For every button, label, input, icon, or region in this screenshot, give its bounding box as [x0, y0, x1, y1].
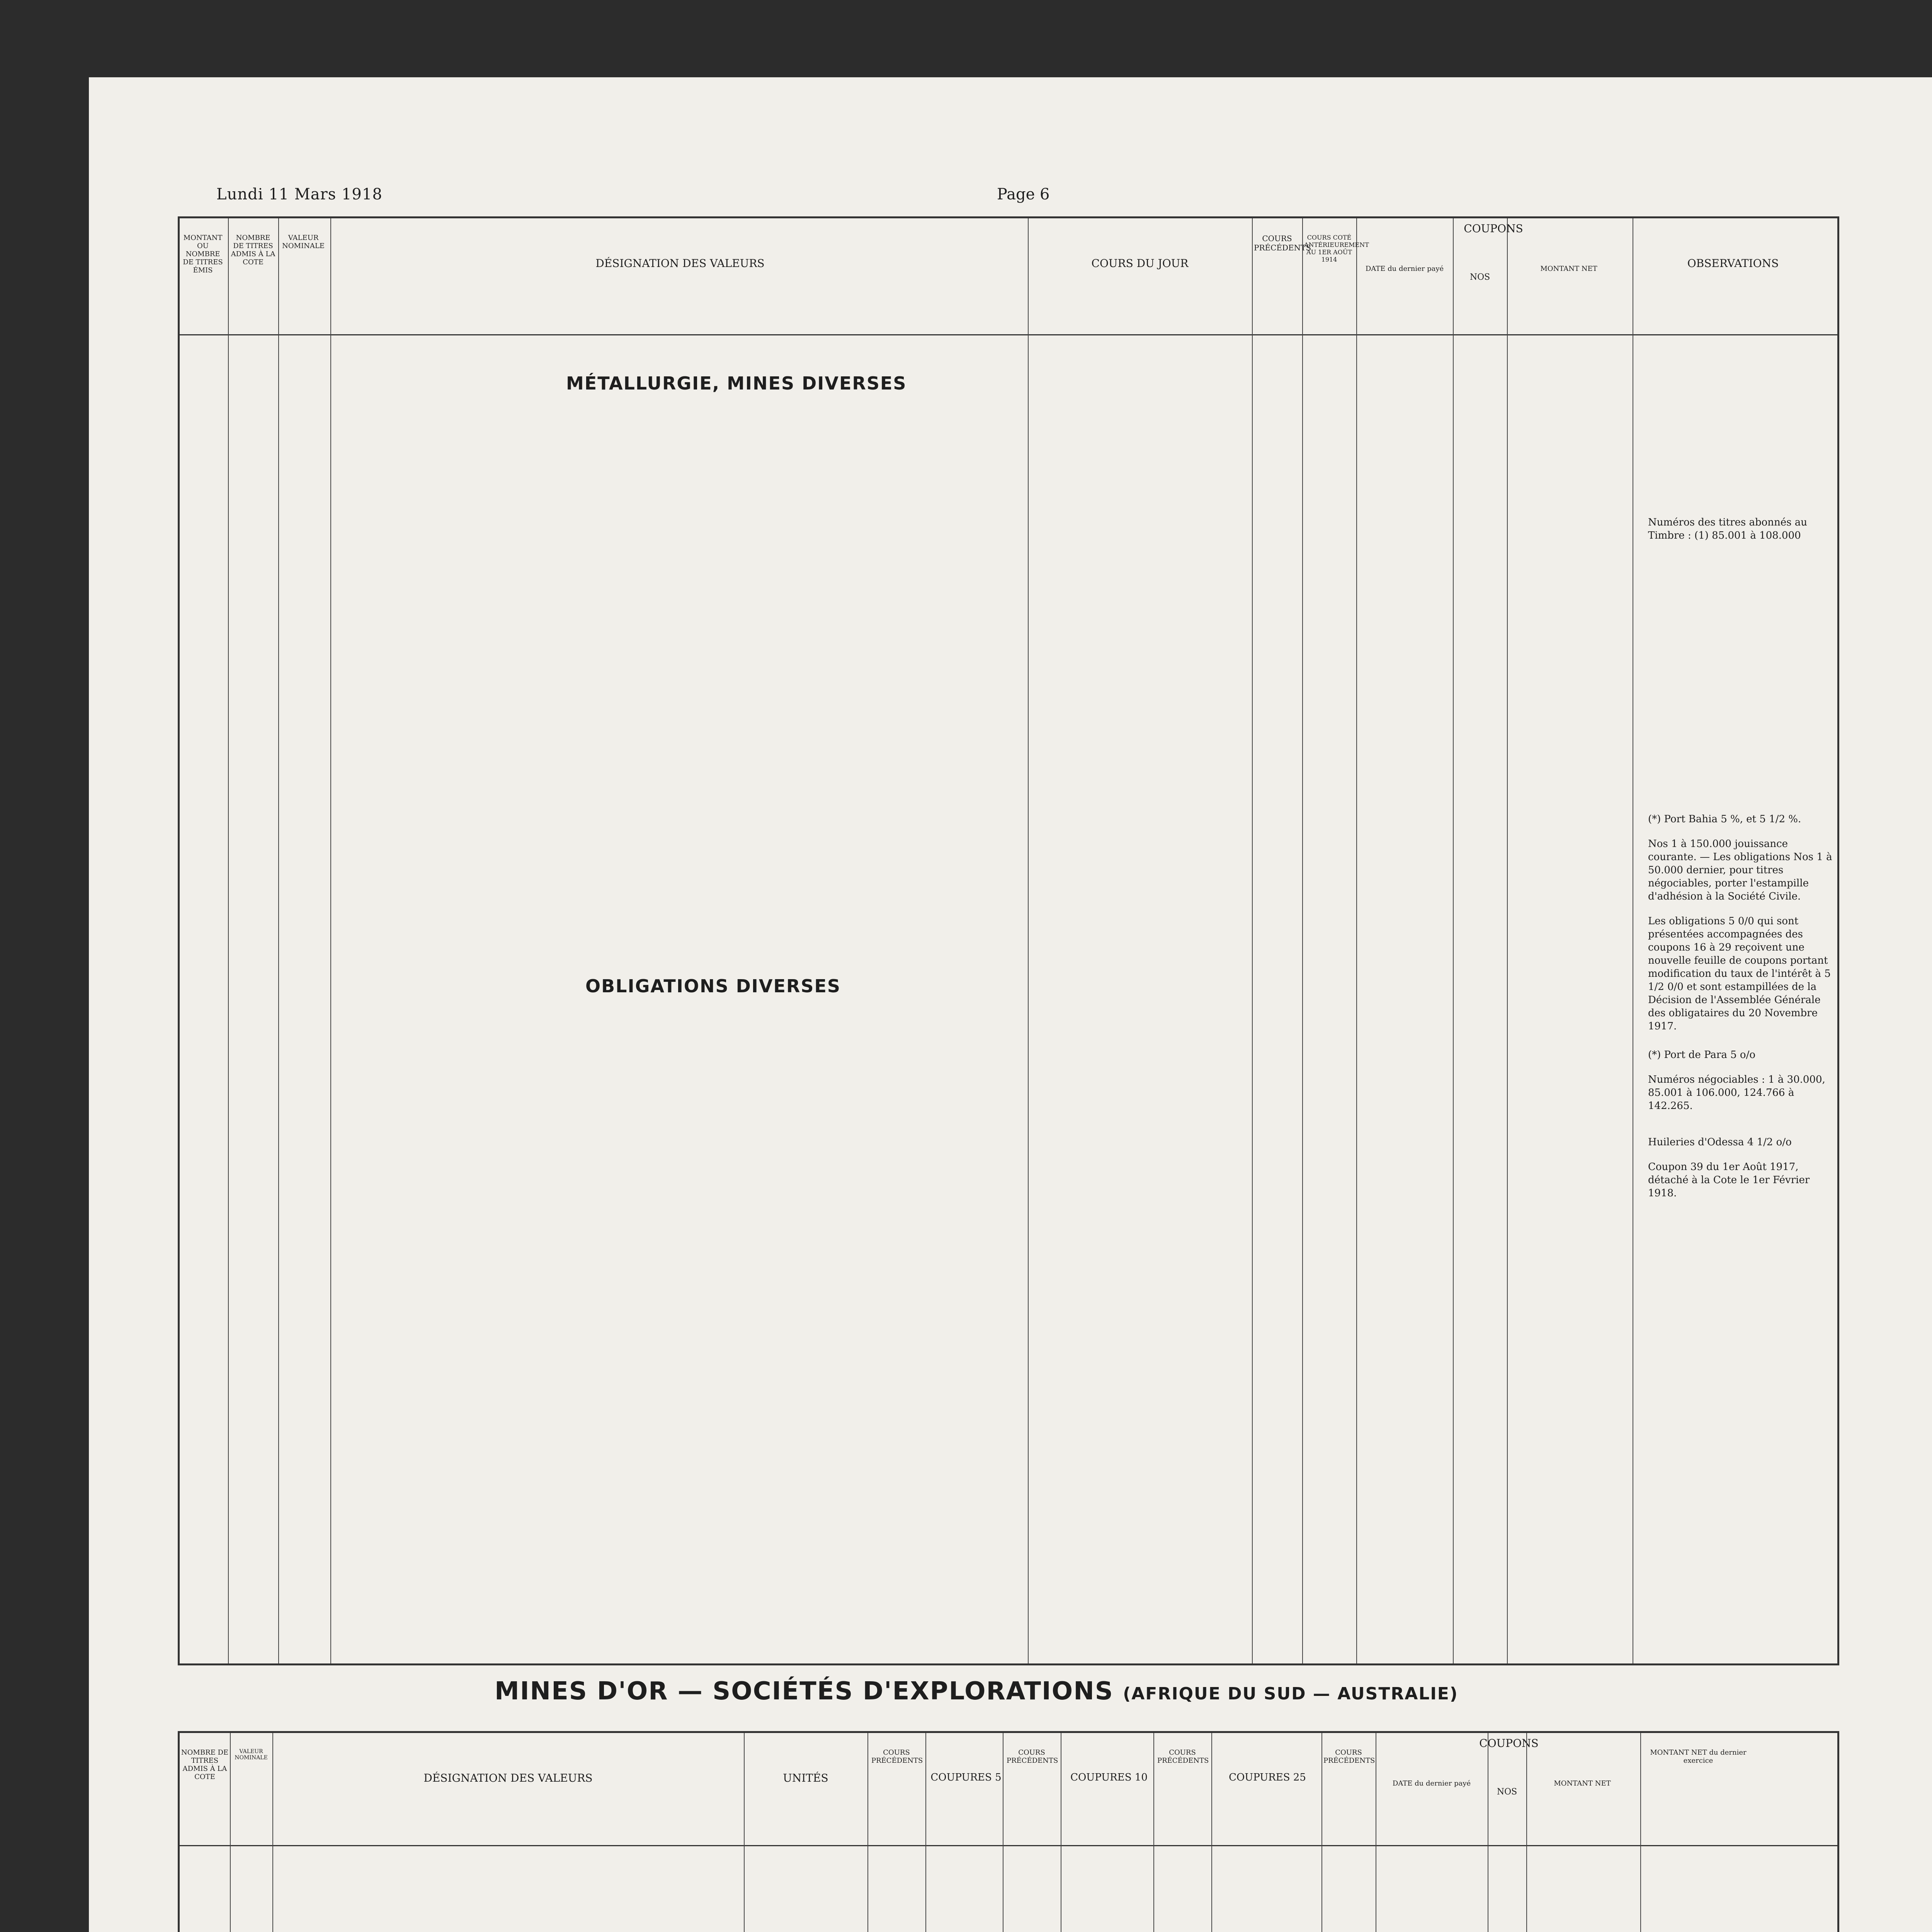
- mh-num: NOS: [1497, 1787, 1517, 1797]
- header-cote: COURS COTÉ ANTÉRIEUREMENT AU 1ER AOÛT 1914: [1304, 234, 1369, 263]
- mh-valeur: VALEUR NOMINALE: [235, 1748, 268, 1761]
- observation-note: Les obligations 5 0/0 qui sont présentées accompagnées des coupons 16 à 29 reçoivent une nouvelle feuille de coupons portant modification du taux de l'intérêt à 5 1/2 0/0 et sont estampillées de la Décision de l'Assemblée Générale des obligataires du 20 Novembre 1917.: [1648, 915, 1831, 1032]
- header-num: NOS: [1469, 272, 1490, 282]
- mh-unites: UNITÉS: [783, 1772, 828, 1784]
- header-montant: MONTANT OU NOMBRE DE TITRES ÉMIS: [183, 234, 223, 274]
- mines-table-header: [180, 1733, 1837, 1846]
- mh-montant: MONTANT NET: [1554, 1779, 1611, 1787]
- mh-prec-3: COURS PRÉCÉDENTS: [1157, 1748, 1209, 1765]
- mh-designation: DÉSIGNATION DES VALEURS: [423, 1772, 593, 1784]
- mines-section-title: [495, 1677, 1458, 1706]
- header-designation: DÉSIGNATION DES VALEURS: [595, 257, 765, 270]
- header-valeur: VALEUR NOMINALE: [282, 234, 325, 250]
- page-header: [89, 185, 1932, 209]
- mh-prec-1: COURS PRÉCÉDENTS: [871, 1748, 923, 1765]
- header-coupons: COUPONS: [1464, 222, 1523, 235]
- mh-c5: COUPURES 5: [930, 1772, 1002, 1783]
- stock-table: [178, 216, 1839, 1665]
- observation-note: (*) Port de Para 5 o/o: [1648, 1049, 1755, 1061]
- mh-c10: COUPURES 10: [1070, 1772, 1148, 1783]
- section-title-metal: MÉTALLURGIE, MINES DIVERSES: [566, 373, 907, 394]
- mh-last: MONTANT NET du dernier exercice: [1650, 1748, 1747, 1765]
- observation-note: Nos 1 à 150.000 jouissance courante. — Les obligations Nos 1 à 50.000 dernier, pour titres négociables, porter l'estampille d'adhésion à la Société Civile.: [1648, 838, 1832, 902]
- header-date: DATE du dernier payé: [1365, 265, 1444, 273]
- observation-note: Numéros des titres abonnés au Timbre : (1) 85.001 à 108.000: [1648, 517, 1808, 541]
- header-observations: OBSERVATIONS: [1687, 257, 1779, 270]
- mines-table: [178, 1731, 1839, 1932]
- observations-notes: [1648, 516, 1833, 1211]
- header-jour: COURS DU JOUR: [1091, 257, 1189, 270]
- header-nombre: NOMBRE DE TITRES ADMIS À LA COTE: [231, 234, 276, 266]
- observation-note: Numéros négociables : 1 à 30.000, 85.001 à 106.000, 124.766 à 142.265.: [1648, 1074, 1825, 1112]
- mh-prec-2: COURS PRÉCÉDENTS: [1007, 1748, 1058, 1765]
- observation-note: Huileries d'Odessa 4 1/2 o/o: [1648, 1136, 1792, 1148]
- mh-coupons: COUPONS: [1479, 1737, 1539, 1750]
- header-precedents: COURS PRÉCÉDENTS: [1254, 234, 1311, 252]
- observation-note: (*) Port Bahia 5 %, et 5 1/2 %.: [1648, 813, 1801, 825]
- issue-date: Lundi 11 Mars 1918: [216, 185, 383, 203]
- observation-note: Coupon 39 du 1er Août 1917, détaché à la Cote le 1er Février 1918.: [1648, 1161, 1810, 1199]
- mh-prec-4: COURS PRÉCÉDENTS: [1323, 1748, 1375, 1765]
- newspaper-page: [89, 77, 1932, 1932]
- section-title-oblig: OBLIGATIONS DIVERSES: [585, 976, 841, 997]
- mines-title-sub: (AFRIQUE DU SUD — AUSTRALIE): [1123, 1684, 1458, 1704]
- page-number: Page 6: [997, 185, 1050, 203]
- table-header: [180, 218, 1837, 335]
- mh-nombre: NOMBRE DE TITRES ADMIS À LA COTE: [181, 1748, 229, 1781]
- mh-date: DATE du dernier payé: [1392, 1779, 1471, 1787]
- header-montant-net: MONTANT NET: [1540, 265, 1597, 273]
- mines-title-text: MINES D'OR — SOCIÉTÉS D'EXPLORATIONS: [495, 1677, 1114, 1706]
- mh-c25: COUPURES 25: [1229, 1772, 1306, 1783]
